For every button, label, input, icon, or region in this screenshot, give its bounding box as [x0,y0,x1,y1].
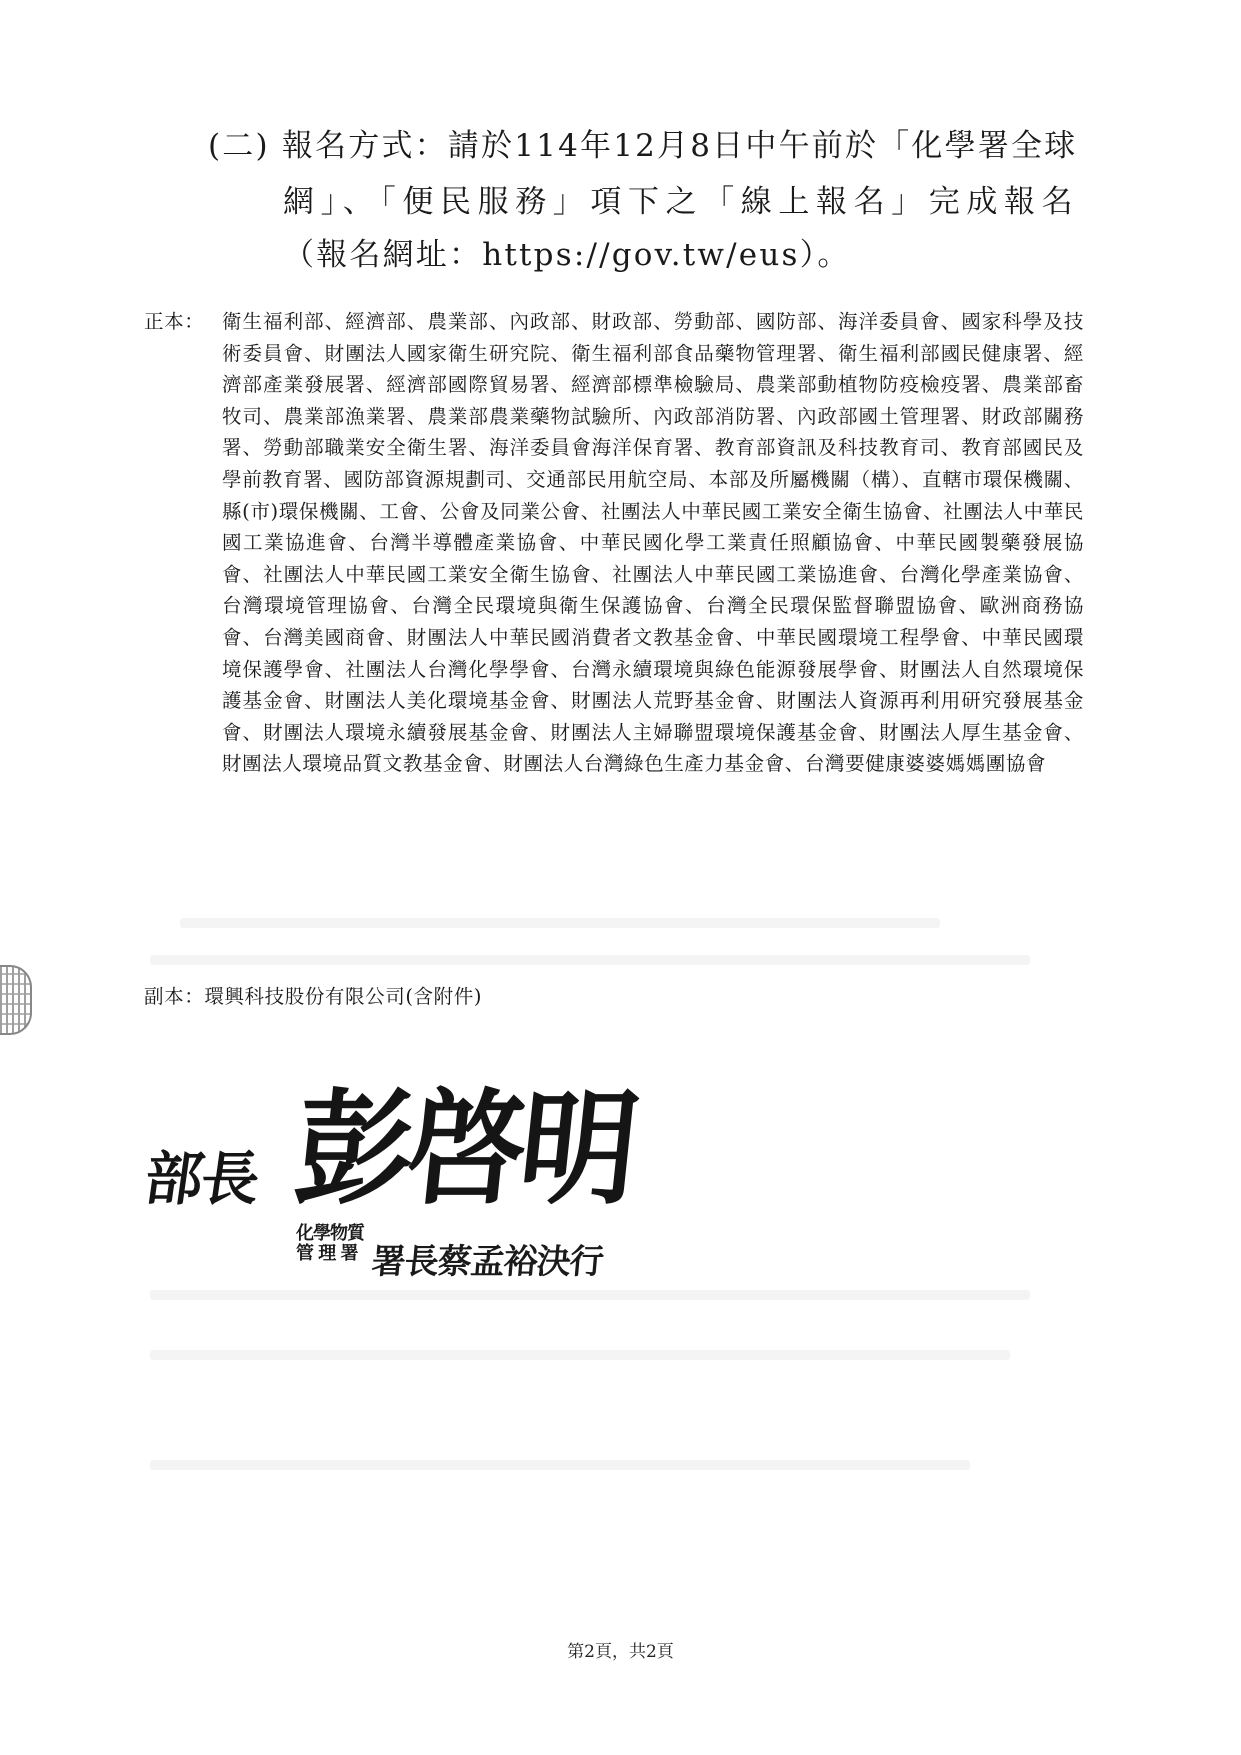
scan-show-through [150,955,1030,965]
agency-name-line-1: 化學物質 [296,1223,364,1244]
agency-name-line-2: 管 理 署 [296,1243,358,1264]
scan-show-through [150,1460,970,1470]
main-recipients-list: 衛生福利部、經濟部、農業部、內政部、財政部、勞動部、國防部、海洋委員會、國家科學及技術委員會、財團法人國家衛生研究院、衛生福利部食品藥物管理署、衛生福利部國民健康署、經濟部產業發展署、經濟部國際貿易署、經濟部標準檢驗局、農業部動植物防疫檢疫署、農業部畜牧司、農業部漁業署、農業部農業藥物試驗所、內政部消防署、內政部國土管理署、財政部關務署、勞動部職業安全衛生署、海洋委員會海洋保育署、教育部資訊及科技教育司、教育部國民及學前教育署、國防部資源規劃司、交通部民用航空局、本部及所屬機關（構）、直轄市環保機關、縣(市)環保機關、工會、公會及同業公會、社團法人中華民國工業安全衛生協會、社團法人中華民國工業協進會、台灣半導體產業協會、中華民國化學工業責任照顧協會、中華民國製藥發展協會、社團法人中華民國工業安全衛生協會、社團法人中華民國工業協進會、台灣化學產業協會、台灣環境管理協會、台灣全民環境與衛生保護協會、台灣全民環保監督聯盟協會、歐洲商務協會、台灣美國商會、財團法人中華民國消費者文教基金會、中華民國環境工程學會、中華民國環境保護學會、社團法人台灣化學學會、台灣永續環境與綠色能源發展學會、財團法人自然環境保護基金會、財團法人美化環境基金會、財團法人荒野基金會、財團法人資源再利用研究發展基金會、財團法人環境永續發展基金會、財團法人主婦聯盟環境保護基金會、財團法人厚生基金會、財團法人環境品質文教基金會、財團法人台灣綠色生產力基金會、台灣要健康婆婆媽媽團協會 [222,310,1084,776]
cc-recipients-list: 環興科技股份有限公司(含附件) [204,985,483,1008]
binding-seal-mark [0,965,32,1035]
agency-name-stack [296,1224,370,1264]
main-recipients-label: 正本： [144,310,205,333]
cc-recipients [144,981,482,1009]
registration-line-1: (二) 報名方式：請於114年12月8日中午前於「化學署全球 [208,128,1078,164]
scan-show-through [150,1350,1010,1360]
cc-recipients-label: 副本： [144,985,205,1008]
registration-line-2: 網」、「便民服務」項下之「線上報名」完成報名 [283,184,1080,220]
signature-name: 彭啓明 [288,1075,640,1222]
scan-show-through [180,918,940,928]
director-approval-text: 署長蔡孟裕決行 [369,1242,605,1282]
scan-show-through [150,1290,1030,1300]
signature-title: 部長 [140,1145,263,1213]
registration-line-3: （報名網址：https://gov.tw/eus）。 [283,237,851,273]
minister-signature-stamp [140,1075,666,1230]
main-recipients [144,306,1084,780]
page-number: 第2頁，共2頁 [567,1642,674,1662]
